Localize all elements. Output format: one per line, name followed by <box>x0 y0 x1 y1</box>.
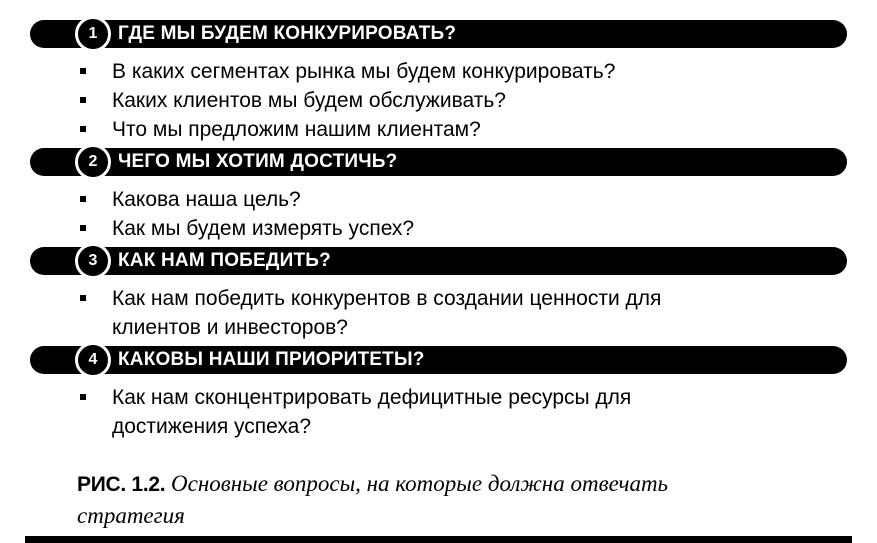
section-bullet-list-2 <box>30 185 847 243</box>
list-item-text: Как нам победить конкурентов в создании ценности для клиентов и инвесторов? <box>112 287 662 339</box>
section-bullet-list-4 <box>30 383 847 441</box>
section-number-badge: 4 <box>75 342 111 378</box>
bullet-square-icon <box>80 225 86 231</box>
figure-caption-label: РИС. 1.2. <box>77 473 166 496</box>
section-title: КАК НАМ ПОБЕДИТЬ? <box>118 250 331 271</box>
list-item <box>30 57 750 86</box>
section-number-badge: 3 <box>75 243 111 279</box>
section-header-bar-1 <box>30 20 847 48</box>
section-bullet-list-3 <box>30 284 847 342</box>
list-item-text: Как мы будем измерять успех? <box>112 217 415 240</box>
section-title: ЧЕГО МЫ ХОТИМ ДОСТИЧЬ? <box>118 151 398 172</box>
bullet-square-icon <box>80 295 86 301</box>
list-item <box>30 284 750 342</box>
list-item <box>30 383 750 441</box>
section-header-bar-2 <box>30 148 847 176</box>
list-item-text: Какова наша цель? <box>112 188 301 211</box>
list-item-text: Что мы предложим нашим клиентам? <box>112 118 481 141</box>
section-title: КАКОВЫ НАШИ ПРИОРИТЕТЫ? <box>118 349 425 370</box>
figure-caption <box>30 468 707 531</box>
section-bullet-list-1 <box>30 57 847 144</box>
list-item <box>30 214 750 243</box>
section-header-bar-3 <box>30 247 847 275</box>
list-item <box>30 185 750 214</box>
bullet-square-icon <box>80 68 86 74</box>
bullet-square-icon <box>80 126 86 132</box>
bottom-rule <box>25 536 852 543</box>
list-item-text: Каких клиентов мы будем обслуживать? <box>112 89 506 112</box>
section-number-badge: 1 <box>75 16 111 52</box>
list-item-text: В каких сегментах рынка мы будем конкурировать? <box>112 60 616 83</box>
list-item <box>30 115 750 144</box>
bullet-square-icon <box>80 196 86 202</box>
section-number-badge: 2 <box>75 144 111 180</box>
bullet-square-icon <box>80 97 86 103</box>
section-header-bar-4 <box>30 346 847 374</box>
figure-caption-text: Основные вопросы, на которые должна отвечать стратегия <box>77 471 669 528</box>
list-item-text: Как нам сконцентрировать дефицитные ресурсы для достижения успеха? <box>112 386 632 438</box>
bullet-square-icon <box>80 394 86 400</box>
section-title: ГДЕ МЫ БУДЕМ КОНКУРИРОВАТЬ? <box>118 23 457 44</box>
list-item <box>30 86 750 115</box>
